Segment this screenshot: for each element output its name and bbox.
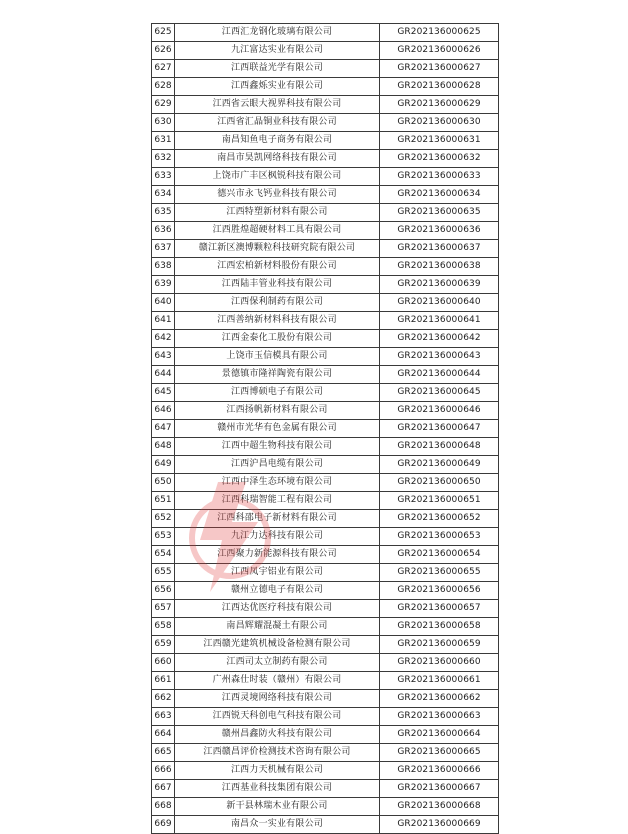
row-number-cell: 638	[152, 258, 175, 276]
row-number-cell: 640	[152, 294, 175, 312]
certificate-code-cell: GR202136000648	[380, 438, 499, 456]
table-row	[152, 132, 499, 150]
certificate-code-cell: GR202136000640	[380, 294, 499, 312]
table-row	[152, 600, 499, 618]
company-name-cell: 江西司太立制药有限公司	[175, 654, 380, 672]
row-number-cell: 647	[152, 420, 175, 438]
table-row	[152, 204, 499, 222]
company-name-cell: 江西力天机械有限公司	[175, 762, 380, 780]
company-name-cell: 江西联益光学有限公司	[175, 60, 380, 78]
row-number-cell: 642	[152, 330, 175, 348]
table-row	[152, 618, 499, 636]
table-row	[152, 348, 499, 366]
table-row	[152, 708, 499, 726]
table-row	[152, 816, 499, 834]
row-number-cell: 661	[152, 672, 175, 690]
company-name-cell: 江西科瑞智能工程有限公司	[175, 492, 380, 510]
table-row	[152, 474, 499, 492]
row-number-cell: 629	[152, 96, 175, 114]
certificate-code-cell: GR202136000662	[380, 690, 499, 708]
row-number-cell: 667	[152, 780, 175, 798]
certificate-code-cell: GR202136000668	[380, 798, 499, 816]
row-number-cell: 660	[152, 654, 175, 672]
table-row	[152, 456, 499, 474]
certificate-code-cell: GR202136000651	[380, 492, 499, 510]
certificate-code-cell: GR202136000639	[380, 276, 499, 294]
row-number-cell: 663	[152, 708, 175, 726]
certificate-code-cell: GR202136000641	[380, 312, 499, 330]
company-name-cell: 江西赣光建筑机械设备检测有限公司	[175, 636, 380, 654]
row-number-cell: 669	[152, 816, 175, 834]
certificate-code-cell: GR202136000666	[380, 762, 499, 780]
row-number-cell: 633	[152, 168, 175, 186]
table-row	[152, 78, 499, 96]
company-name-cell: 景德镇市隆祥陶瓷有限公司	[175, 366, 380, 384]
certificate-code-cell: GR202136000655	[380, 564, 499, 582]
row-number-cell: 625	[152, 24, 175, 42]
certificate-code-cell: GR202136000638	[380, 258, 499, 276]
row-number-cell: 648	[152, 438, 175, 456]
table-row	[152, 222, 499, 240]
table-row	[152, 798, 499, 816]
company-name-cell: 江西鑫烁实业有限公司	[175, 78, 380, 96]
table-row	[152, 528, 499, 546]
table-row	[152, 636, 499, 654]
row-number-cell: 650	[152, 474, 175, 492]
certificate-code-cell: GR202136000658	[380, 618, 499, 636]
certificate-code-cell: GR202136000625	[380, 24, 499, 42]
table-row	[152, 744, 499, 762]
certificate-code-cell: GR202136000633	[380, 168, 499, 186]
certificate-code-cell: GR202136000643	[380, 348, 499, 366]
company-name-cell: 上饶市玉信模具有限公司	[175, 348, 380, 366]
table-row	[152, 420, 499, 438]
company-name-cell: 江西博硕电子有限公司	[175, 384, 380, 402]
company-name-cell: 江西陆丰管业科技有限公司	[175, 276, 380, 294]
certificate-code-cell: GR202136000663	[380, 708, 499, 726]
certificate-code-cell: GR202136000632	[380, 150, 499, 168]
certificate-code-cell: GR202136000654	[380, 546, 499, 564]
row-number-cell: 632	[152, 150, 175, 168]
certificate-code-cell: GR202136000650	[380, 474, 499, 492]
table-row	[152, 42, 499, 60]
company-registry-table	[151, 23, 499, 834]
certificate-code-cell: GR202136000627	[380, 60, 499, 78]
row-number-cell: 627	[152, 60, 175, 78]
row-number-cell: 652	[152, 510, 175, 528]
certificate-code-cell: GR202136000636	[380, 222, 499, 240]
row-number-cell: 658	[152, 618, 175, 636]
table-row	[152, 312, 499, 330]
row-number-cell: 639	[152, 276, 175, 294]
table-row	[152, 402, 499, 420]
certificate-code-cell: GR202136000652	[380, 510, 499, 528]
company-name-cell: 德兴市永飞钙业科技有限公司	[175, 186, 380, 204]
certificate-code-cell: GR202136000661	[380, 672, 499, 690]
table-row	[152, 384, 499, 402]
company-name-cell: 江西中超生物科技有限公司	[175, 438, 380, 456]
company-name-cell: 江西灵境网络科技有限公司	[175, 690, 380, 708]
certificate-code-cell: GR202136000665	[380, 744, 499, 762]
certificate-code-cell: GR202136000644	[380, 366, 499, 384]
table-row	[152, 240, 499, 258]
certificate-code-cell: GR202136000637	[380, 240, 499, 258]
table-row	[152, 762, 499, 780]
row-number-cell: 665	[152, 744, 175, 762]
certificate-code-cell: GR202136000669	[380, 816, 499, 834]
row-number-cell: 659	[152, 636, 175, 654]
row-number-cell: 641	[152, 312, 175, 330]
row-number-cell: 662	[152, 690, 175, 708]
company-name-cell: 新干县林瑞木业有限公司	[175, 798, 380, 816]
row-number-cell: 636	[152, 222, 175, 240]
company-name-cell: 赣州立德电子有限公司	[175, 582, 380, 600]
company-name-cell: 江西宏柏新材料股份有限公司	[175, 258, 380, 276]
certificate-code-cell: GR202136000634	[380, 186, 499, 204]
company-name-cell: 江西省汇晶铜业科技有限公司	[175, 114, 380, 132]
certificate-code-cell: GR202136000649	[380, 456, 499, 474]
row-number-cell: 645	[152, 384, 175, 402]
table-row	[152, 438, 499, 456]
table-row	[152, 96, 499, 114]
company-name-cell: 江西凤宇铝业有限公司	[175, 564, 380, 582]
company-name-cell: 江西赣昌评价检测技术咨询有限公司	[175, 744, 380, 762]
company-name-cell: 南昌市昊凯网络科技有限公司	[175, 150, 380, 168]
certificate-code-cell: GR202136000635	[380, 204, 499, 222]
company-name-cell: 江西锐天科创电气科技有限公司	[175, 708, 380, 726]
company-name-cell: 赣州市光华有色金属有限公司	[175, 420, 380, 438]
table-row	[152, 294, 499, 312]
certificate-code-cell: GR202136000660	[380, 654, 499, 672]
company-name-cell: 南昌众一实业有限公司	[175, 816, 380, 834]
company-name-cell: 江西聚力新能源科技有限公司	[175, 546, 380, 564]
row-number-cell: 631	[152, 132, 175, 150]
row-number-cell: 649	[152, 456, 175, 474]
table-row	[152, 276, 499, 294]
table-row	[152, 546, 499, 564]
certificate-code-cell: GR202136000664	[380, 726, 499, 744]
table-row	[152, 114, 499, 132]
certificate-code-cell: GR202136000659	[380, 636, 499, 654]
table-row	[152, 150, 499, 168]
company-name-cell: 广州森仕时装（赣州）有限公司	[175, 672, 380, 690]
row-number-cell: 634	[152, 186, 175, 204]
table-body	[152, 24, 499, 834]
company-name-cell: 九江力达科技有限公司	[175, 528, 380, 546]
company-name-cell: 南昌知鱼电子商务有限公司	[175, 132, 380, 150]
row-number-cell: 626	[152, 42, 175, 60]
company-name-cell: 江西保利制药有限公司	[175, 294, 380, 312]
row-number-cell: 664	[152, 726, 175, 744]
certificate-code-cell: GR202136000626	[380, 42, 499, 60]
table-row	[152, 492, 499, 510]
certificate-code-cell: GR202136000653	[380, 528, 499, 546]
certificate-code-cell: GR202136000630	[380, 114, 499, 132]
table-row	[152, 726, 499, 744]
table-row	[152, 60, 499, 78]
company-name-cell: 江西特塑新材料有限公司	[175, 204, 380, 222]
table-row	[152, 186, 499, 204]
row-number-cell: 654	[152, 546, 175, 564]
certificate-code-cell: GR202136000642	[380, 330, 499, 348]
company-name-cell: 江西金泰化工股份有限公司	[175, 330, 380, 348]
row-number-cell: 643	[152, 348, 175, 366]
table-row	[152, 510, 499, 528]
company-name-cell: 上饶市广丰区枫锐科技有限公司	[175, 168, 380, 186]
table-row	[152, 24, 499, 42]
row-number-cell: 628	[152, 78, 175, 96]
row-number-cell: 655	[152, 564, 175, 582]
row-number-cell: 630	[152, 114, 175, 132]
certificate-code-cell: GR202136000628	[380, 78, 499, 96]
company-name-cell: 江西汇龙钢化玻璃有限公司	[175, 24, 380, 42]
table-row	[152, 690, 499, 708]
row-number-cell: 666	[152, 762, 175, 780]
company-name-cell: 江西基业科技集团有限公司	[175, 780, 380, 798]
table-row	[152, 330, 499, 348]
row-number-cell: 635	[152, 204, 175, 222]
table-row	[152, 582, 499, 600]
table-row	[152, 168, 499, 186]
row-number-cell: 657	[152, 600, 175, 618]
certificate-code-cell: GR202136000657	[380, 600, 499, 618]
certificate-code-cell: GR202136000647	[380, 420, 499, 438]
row-number-cell: 668	[152, 798, 175, 816]
company-name-cell: 九江富达实业有限公司	[175, 42, 380, 60]
company-name-cell: 赣江新区澳博颗粒科技研究院有限公司	[175, 240, 380, 258]
table-row	[152, 366, 499, 384]
company-name-cell: 江西善纳新材料科技有限公司	[175, 312, 380, 330]
certificate-code-cell: GR202136000667	[380, 780, 499, 798]
certificate-code-cell: GR202136000645	[380, 384, 499, 402]
company-name-cell: 江西科邵电子新材料有限公司	[175, 510, 380, 528]
company-name-cell: 江西扬帆新材料有限公司	[175, 402, 380, 420]
certificate-code-cell: GR202136000656	[380, 582, 499, 600]
table-row	[152, 258, 499, 276]
row-number-cell: 656	[152, 582, 175, 600]
company-name-cell: 江西达优医疗科技有限公司	[175, 600, 380, 618]
company-name-cell: 南昌辉耀混凝土有限公司	[175, 618, 380, 636]
company-name-cell: 江西中泽生态环境有限公司	[175, 474, 380, 492]
certificate-code-cell: GR202136000646	[380, 402, 499, 420]
table-row	[152, 672, 499, 690]
table-row	[152, 654, 499, 672]
certificate-code-cell: GR202136000629	[380, 96, 499, 114]
row-number-cell: 644	[152, 366, 175, 384]
company-name-cell: 江西胜煌超硬材料工具有限公司	[175, 222, 380, 240]
table-row	[152, 780, 499, 798]
row-number-cell: 646	[152, 402, 175, 420]
row-number-cell: 637	[152, 240, 175, 258]
row-number-cell: 651	[152, 492, 175, 510]
certificate-code-cell: GR202136000631	[380, 132, 499, 150]
company-name-cell: 赣州昌鑫防火科技有限公司	[175, 726, 380, 744]
table-row	[152, 564, 499, 582]
row-number-cell: 653	[152, 528, 175, 546]
company-name-cell: 江西省云眼大视界科技有限公司	[175, 96, 380, 114]
company-name-cell: 江西沪昌电缆有限公司	[175, 456, 380, 474]
